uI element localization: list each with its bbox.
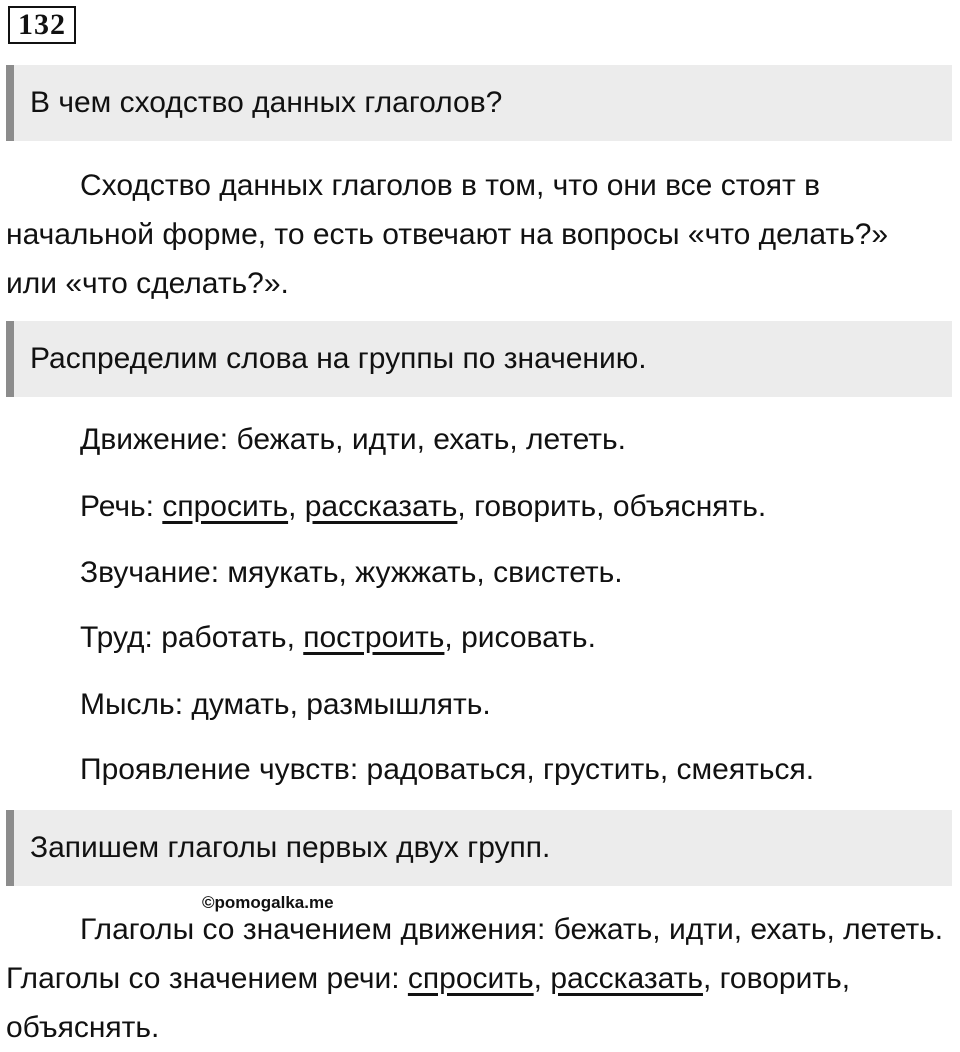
group-label: Проявление чувств:	[80, 753, 359, 786]
underlined-word: спросить	[407, 962, 534, 995]
watermark: ©pomogalka.me	[202, 893, 334, 912]
underlined-word: спросить	[162, 490, 289, 523]
underlined-word: рассказать	[304, 490, 458, 523]
group-word: грустить	[543, 753, 660, 786]
group-line: Мысль: думать, размышлять.	[80, 688, 491, 721]
group-label: Мысль:	[80, 688, 184, 721]
group-word: рисовать	[461, 621, 588, 654]
answer-3-text: Глаголы со значением движения: бежать, идти, ехать, лететь. Глаголы со значением речи:	[6, 913, 944, 995]
answer-1: Сходство данных глаголов в том, что они все стоят в начальной форме, то есть отвечают на вопросы «что делать?» или «что сделать?».	[6, 169, 889, 300]
group-label: Движение:	[80, 423, 229, 456]
group-word: ехать	[433, 423, 510, 456]
group-word: смеяться	[676, 753, 806, 786]
group-word: жужжать	[355, 556, 477, 589]
group-word: говорить	[474, 490, 597, 523]
group-label: Речь:	[80, 490, 154, 523]
group-word: идти	[351, 423, 417, 456]
group-line: Проявление чувств: радоваться, грустить, смеяться.	[80, 753, 815, 786]
answer-3-tail: говорить, объяснять.	[6, 962, 851, 1044]
underlined-word: построить	[303, 621, 445, 654]
group-line: Движение: бежать, идти, ехать, лететь.	[80, 423, 627, 456]
group-line: Речь: спросить, рассказать, говорить, объяснять.	[80, 490, 767, 523]
group-word: лететь	[526, 423, 618, 456]
group-word: размышлять	[306, 688, 483, 721]
question-1: В чем сходство данных глаголов?	[6, 65, 952, 141]
group-word: свистеть	[493, 556, 615, 589]
group-line: Труд: работать, построить, рисовать.	[80, 621, 596, 654]
group-word: бежать	[236, 423, 336, 456]
group-word: объяснять	[612, 490, 758, 523]
question-2: Распределим слова на группы по значению.	[6, 321, 952, 397]
group-label: Труд:	[80, 621, 153, 654]
task-number: 132	[8, 6, 76, 44]
group-word: радоваться	[366, 753, 527, 786]
underlined-word: рассказать	[550, 962, 703, 995]
group-line: Звучание: мяукать, жужжать, свистеть.	[80, 556, 623, 589]
group-word: мяукать	[227, 556, 339, 589]
group-word: думать	[191, 688, 290, 721]
answer-3: Глаголы со значением движения: бежать, идти, ехать, лететь. Глаголы со значением речи: спросить, рассказать, говорить, объяснять.	[6, 913, 944, 1044]
group-label: Звучание:	[80, 556, 220, 589]
group-word: работать	[161, 621, 287, 654]
question-3: Запишем глаголы первых двух групп.	[6, 810, 952, 886]
